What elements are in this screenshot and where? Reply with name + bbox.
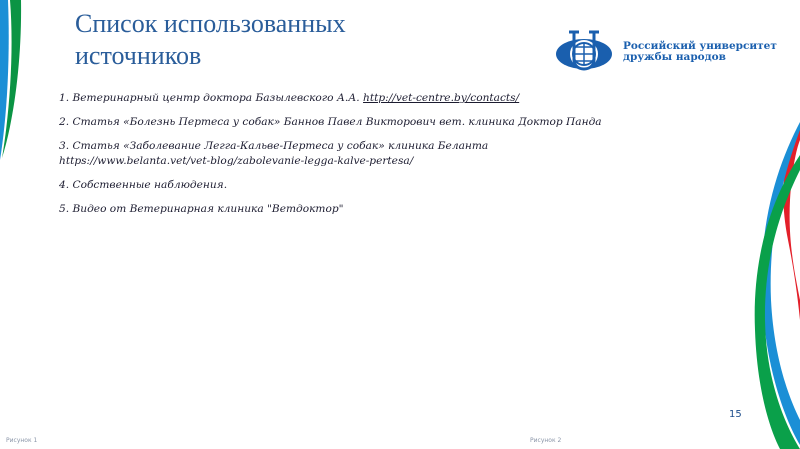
logo-line: дружбы народов [623, 51, 726, 63]
slide-title [75, 8, 346, 72]
logo-line: Российский университет [623, 40, 777, 52]
right-green-stripe [755, 155, 800, 449]
title-line: источников [75, 41, 202, 70]
university-logo [553, 30, 777, 74]
reference-item [59, 139, 602, 169]
reference-list [59, 91, 602, 226]
figure-caption: Рисунок 2 [530, 437, 562, 444]
reference-text: 1. Ветеринарный центр доктора Базылевского А.А. [59, 92, 364, 104]
globe-emblem-icon [553, 30, 615, 74]
reference-url: https://www.belanta.vet/vet-blog/zabolevanie-legga-kalve-pertesa/ [59, 155, 414, 167]
page-number: 15 [729, 409, 742, 420]
reference-item [59, 91, 602, 106]
reference-text: 3. Статья «Заболевание Легга-Кальве-Пертеса у собак» клиника Беланта [59, 140, 489, 152]
figure-caption: Рисунок 1 [6, 437, 38, 444]
title-line: Список использованных [75, 9, 346, 38]
reference-item: 2. Статья «Болезнь Пертеса у собак» Баннов Павел Викторович вет. клиника Доктор Панда [59, 116, 602, 128]
reference-link[interactable]: http://vet-centre.by/contacts/ [363, 92, 520, 104]
reference-item: 4. Собственные наблюдения. [59, 179, 228, 191]
reference-item: 5. Видео от Ветеринарная клиника "Ветдоктор" [59, 203, 344, 215]
